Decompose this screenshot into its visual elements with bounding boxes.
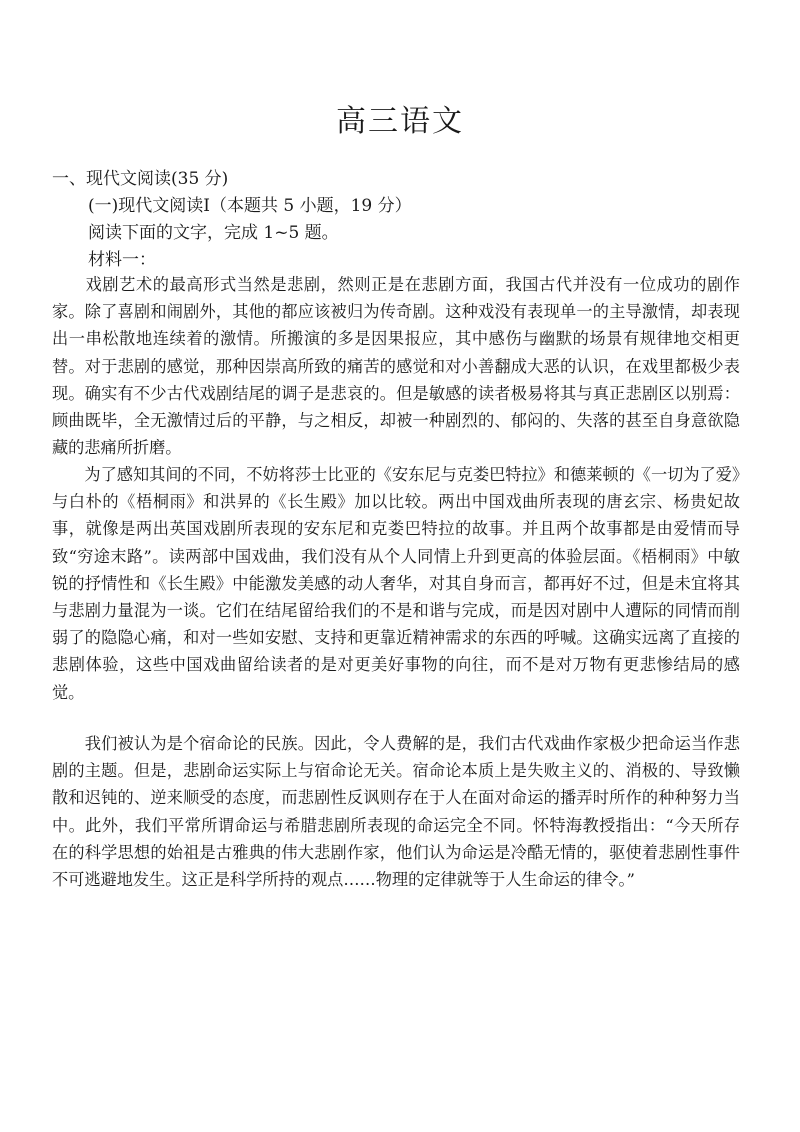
material-label: 材料一： bbox=[88, 250, 156, 270]
reading-instruction: 阅读下面的文字，完成 1~5 题。 bbox=[88, 223, 339, 243]
page-title: 高三语文 bbox=[336, 104, 464, 139]
paragraph-3: 我们被认为是个宿命论的民族。因此，令人费解的是，我们古代戏曲作家极少把命运当作悲剧的主题。但是，悲剧命运实际上与宿命论无关。宿命论本质上是失败主义的、消极的、导致懒散和迟钝的、逆来顺受的态度，而悲剧性反讽则存在于人在面对命运的播弄时所作的种种努力当中。此外，我们平常所谓命运与希腊悲剧所表现的命运完全不同。怀特海教授指出：“今天所存在的科学思想的始祖是古雅典的伟大悲剧作家，他们认为命运是冷酷无情的，驱使着悲剧性事件不可逃避地发生。这正是科学所持的观点……物理的定律就等于人生命运的律令。” bbox=[52, 734, 740, 890]
section-heading: 一、现代文阅读(35 分) bbox=[52, 169, 229, 189]
sub-heading: (一)现代文阅读Ⅰ（本题共 5 小题，19 分） bbox=[88, 196, 412, 216]
paragraph-2: 为了感知其间的不同，不妨将莎士比亚的《安东尼与克娄巴特拉》和德莱顿的《一切为了爱》与白朴的《梧桐雨》和洪昇的《长生殿》加以比较。两出中国戏曲所表现的唐玄宗、杨贵妃故事，就像是两出英国戏剧所表现的安东尼和克娄巴特拉的故事。并且两个故事都是由爱情而导致“穷途末路”。读两部中国戏曲，我们没有从个人同情上升到更高的体验层面。《梧桐雨》中敏锐的抒情性和《长生殿》中能激发美感的动人奢华，对其自身而言，都再好不过，但是未宜将其与悲剧力量混为一谈。它们在结尾留给我们的不是和谐与完成，而是因对剧中人遭际的同情而削弱了的隐隐心痛，和对一些如安慰、支持和更靠近精神需求的东西的呼喊。这确实远离了直接的悲剧体验，这些中国戏曲留给读者的是对更美好事物的向往，而不是对万物有更悲惨结局的感觉。 bbox=[52, 465, 740, 702]
paragraph-1: 戏剧艺术的最高形式当然是悲剧，然则正是在悲剧方面，我国古代并没有一位成功的剧作家。除了喜剧和闹剧外，其他的都应该被归为传奇剧。这种戏没有表现单一的主导激情，却表现出一串松散地连续着的激情。所搬演的多是因果报应，其中感伤与幽默的场景有规律地交相更替。对于悲剧的感觉，那种因崇高所致的痛苦的感觉和对小善翻成大恶的认识，在戏里都极少表现。确实有不少古代戏剧结尾的调子是悲哀的。但是敏感的读者极易将其与真正悲剧区以别焉：顾曲既毕，全无激情过后的平静，与之相反，却被一种剧烈的、郁闷的、失落的甚至自身意欲隐藏的悲痛所折磨。 bbox=[52, 275, 740, 458]
